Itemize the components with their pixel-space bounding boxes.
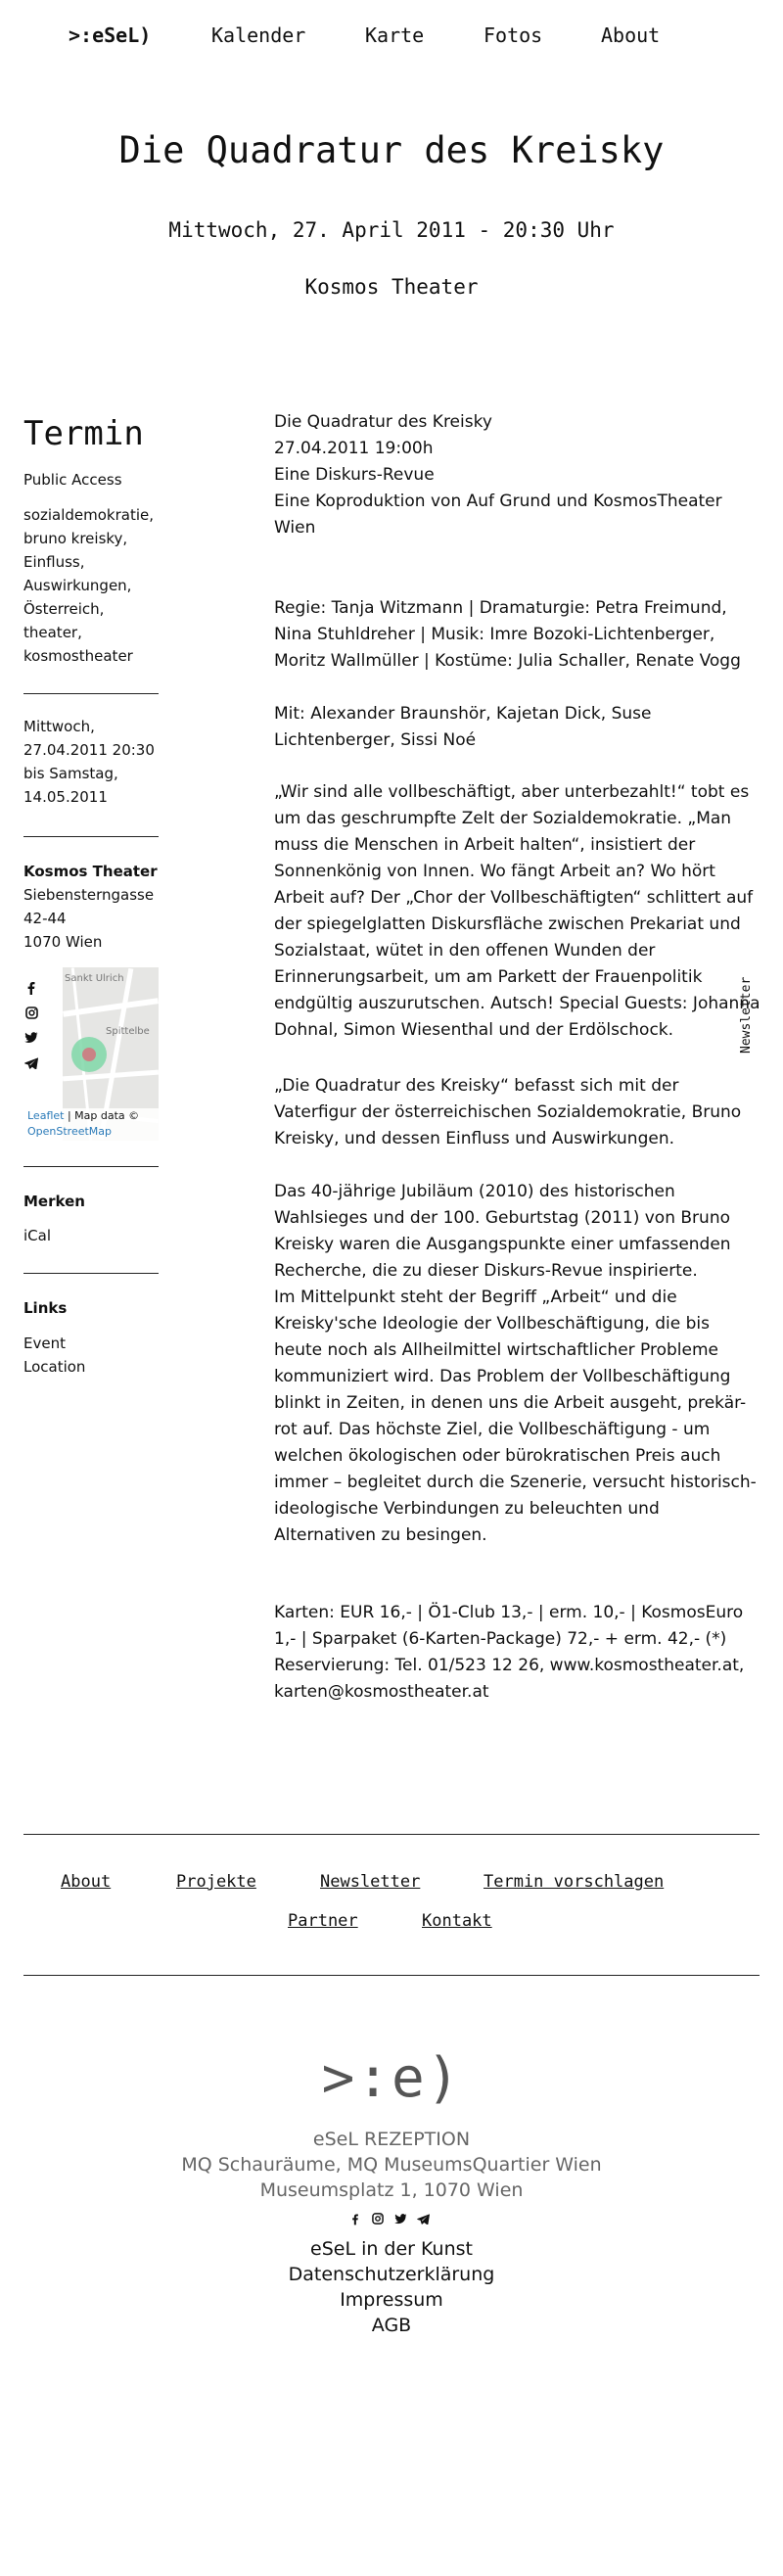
link-location[interactable]: Location (23, 1358, 86, 1376)
sidebar-heading: Termin (23, 414, 144, 453)
instagram-icon[interactable] (369, 2213, 387, 2228)
date-line: 27.04.2011 20:30 (23, 741, 155, 759)
nav-item-about[interactable]: About (601, 23, 661, 47)
event-intro (274, 409, 760, 541)
description-para-1 (274, 779, 763, 1044)
date-line: Mittwoch, (23, 718, 95, 735)
address-line: Museumsplatz 1, 1070 Wien (259, 2179, 524, 2201)
footer-bottom-links (0, 2236, 783, 2338)
footer-link-termin-vorschlagen[interactable]: Termin vorschlagen (484, 1872, 665, 1892)
footer-link-agb[interactable]: AGB (371, 2315, 412, 2336)
tag-item[interactable]: Auswirkungen, (23, 577, 132, 594)
telegram-icon[interactable] (23, 1057, 39, 1073)
footer-divider (23, 1975, 760, 1976)
access-label: Public Access (23, 471, 122, 489)
divider (23, 1166, 159, 1167)
site-logo[interactable]: >:eSeL) (69, 23, 152, 47)
para: Das 40-jährige Jubiläum (2010) des historischen Wahlsieges und der 100. Geburtstag (2011) von Bruno Kreisky waren die Ausgangspunkte einer umfassenden Recherche, die zu dieser Diskurs-Revue inspirierte. (274, 1182, 731, 1281)
footer-link-datenschutz[interactable]: Datenschutzerklärung (288, 2264, 495, 2285)
ticket-line: Karten: EUR 16,- | Ö1-Club 13,- | erm. 10,- | KosmosEuro 1,- | Sparpaket (6-Karten-Package) 72,- + erm. 42,- (*) (274, 1603, 744, 1649)
intro-line: 27.04.2011 19:00h (274, 439, 434, 458)
event-title: Die Quadratur des Kreisky (118, 129, 665, 171)
footer-link-about[interactable]: About (61, 1872, 112, 1892)
attr-text: | Map data © (64, 1109, 140, 1122)
credits: Regie: Tanja Witzmann | Dramaturgie: Petra Freimund, Nina Stuhldreher | Musik: Imre Bozoki-Lichtenberger, Moritz Wallmüller | Kostüme: Julia Schaller, Renate Vogg (274, 598, 741, 671)
para: Im Mittelpunkt steht der Begriff „Arbeit“ und die Kreisky'sche Ideologie der Vollbeschäftigung, die bis heute noch als Allheilmittel wirtschaftlicher Probleme kommuniziert wird. Das Problem der Vollbeschäftigung blinkt in Zeiten, in denen uns die Arbeit ausgeht, prekär-rot auf. Das höchste Ziel, die Vollbeschäftigung - um welchen ökologischen oder bürokratischen Preis auch immer – begleitet durch die Szenerie, versucht historisch-ideologische Verbindungen zu beleuchten und Alternativen zu besingen. (274, 1288, 757, 1545)
event-datetime: Mittwoch, 27. April 2011 - 20:30 Uhr (168, 218, 615, 242)
location-name[interactable]: Kosmos Theater (23, 863, 158, 880)
date-line: 14.05.2011 (23, 788, 108, 806)
cast: Mit: Alexander Braunshör, Kajetan Dick, Suse Lichtenberger, Sissi Noé (274, 704, 652, 750)
footer-link-esel-kunst[interactable]: eSeL in der Kunst (310, 2238, 473, 2260)
divider (23, 836, 159, 837)
location-address (23, 883, 161, 954)
footer-link-projekte[interactable]: Projekte (176, 1872, 256, 1892)
map-attribution (23, 1108, 159, 1142)
facebook-icon[interactable] (346, 2213, 364, 2229)
map-label: Spittelbe (106, 1026, 150, 1037)
tag-item[interactable]: Einfluss, (23, 553, 85, 571)
address-line: MQ Schauräume, MQ MuseumsQuartier Wien (181, 2154, 602, 2176)
cast-text (274, 701, 760, 754)
footer-divider (23, 1834, 760, 1835)
footer-link-newsletter[interactable]: Newsletter (320, 1872, 421, 1892)
description-para-3 (274, 1179, 760, 1549)
footer-link-kontakt[interactable]: Kontakt (422, 1911, 492, 1931)
nav-item-kalender[interactable]: Kalender (211, 23, 306, 47)
link-event[interactable]: Event (23, 1335, 66, 1352)
instagram-icon[interactable] (23, 1007, 39, 1022)
address-line: Siebensterngasse (23, 886, 155, 904)
map-marker-icon[interactable] (82, 1048, 96, 1061)
footer-address (0, 2127, 783, 2203)
intro-line: Die Quadratur des Kreisky (274, 412, 492, 432)
footer-link-impressum[interactable]: Impressum (340, 2289, 443, 2311)
osm-link[interactable]: OpenStreetMap (27, 1125, 113, 1138)
address-line: 42-44 (23, 910, 67, 927)
event-dates (23, 715, 161, 809)
ical-link[interactable]: iCal (23, 1227, 52, 1244)
intro-line: Eine Koproduktion von Auf Grund und KosmosTheater Wien (274, 492, 722, 538)
tag-item[interactable]: sozialdemokratie, (23, 506, 155, 524)
divider (23, 693, 159, 694)
para: „Wir sind alle vollbeschäftigt, aber unterbezahlt!“ tobt es um das geschrumpfte Zelt der Sozialdemokratie. „Man muss die Menschen in Arbeit halten“, insistiert der Sonnenkönig von Innen. Wo fängt Arbeit an? Wo hört Arbeit auf? Der „Chor der Vollbeschäftigten“ schlittert auf der spiegelglatten Diskursfläche zwischen Prekariat und Sozialstaat, wütet in den offenen Wunden der Erinnerungsarbeit, um am Parkett der Frauenpolitik endgültig auszurutschen. Autsch! Special Guests: Johanna Dohnal, Simon Wiesenthal und der Erdölschock. (274, 782, 760, 1040)
reservation-line: Reservierung: Tel. 01/523 12 26, www.kosmostheater.at, karten@kosmostheater.at (274, 1656, 745, 1702)
telegram-icon[interactable] (414, 2213, 432, 2228)
intro-line: Eine Diskurs-Revue (274, 465, 435, 485)
leaflet-link[interactable]: Leaflet (27, 1109, 65, 1122)
date-line: bis Samstag, (23, 765, 118, 782)
divider (23, 1273, 159, 1274)
tag-list (23, 503, 161, 668)
tag-item[interactable]: bruno kreisky, (23, 530, 128, 547)
tag-item[interactable]: theater, (23, 624, 82, 641)
map-label: Sankt Ulrich (65, 973, 124, 984)
ticket-info (274, 1600, 760, 1706)
tag-item[interactable]: Österreich, (23, 600, 105, 618)
event-venue: Kosmos Theater (304, 275, 479, 299)
address-line: 1070 Wien (23, 933, 103, 951)
para: „Die Quadratur des Kreisky“ befasst sich mit der Vaterfigur der österreichischen Sozialdemokratie, Bruno Kreisky, und dessen Einfluss und Auswirkungen. (274, 1076, 742, 1148)
twitter-icon[interactable] (392, 2213, 409, 2228)
nav-item-fotos[interactable]: Fotos (484, 23, 543, 47)
twitter-icon[interactable] (23, 1032, 39, 1048)
merken-heading: Merken (23, 1193, 85, 1210)
description-para-2 (274, 1073, 763, 1152)
newsletter-tab[interactable]: Newsletter (739, 976, 754, 1054)
footer-link-partner[interactable]: Partner (288, 1911, 358, 1931)
address-line: eSeL REZEPTION (312, 2129, 471, 2150)
nav-item-karte[interactable]: Karte (365, 23, 425, 47)
footer-logo[interactable]: >:e) (321, 2046, 462, 2110)
tag-item[interactable]: kosmostheater (23, 647, 133, 665)
facebook-icon[interactable] (23, 981, 39, 997)
credits-text (274, 595, 763, 675)
links-heading: Links (23, 1299, 68, 1317)
